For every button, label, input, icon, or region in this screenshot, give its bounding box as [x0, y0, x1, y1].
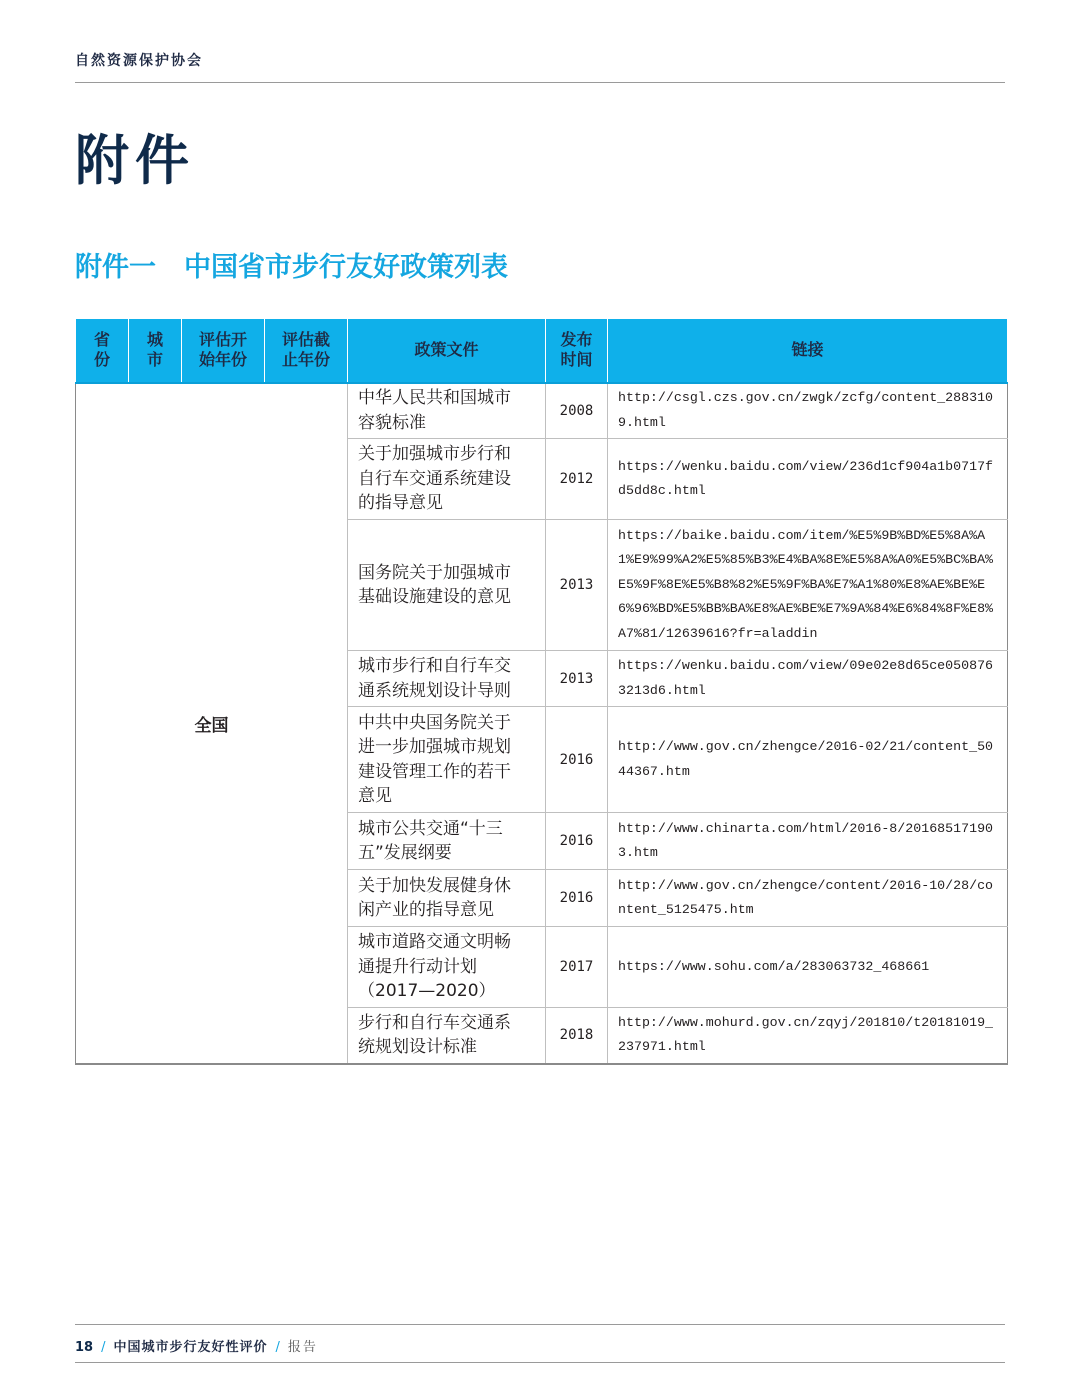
policy-link[interactable]: http://www.mohurd.gov.cn/zqyj/201810/t20181019_237971.html: [608, 1008, 1008, 1064]
release-year: 2012: [546, 439, 608, 520]
policy-link[interactable]: http://www.gov.cn/zhengce/2016-02/21/content_5044367.htm: [608, 707, 1008, 813]
header-province: 省 份: [76, 319, 129, 383]
policy-document: 国务院关于加强城市基础设施建设的意见: [348, 520, 546, 651]
table-row: [76, 383, 1008, 439]
policy-document: 城市公共交通“十三五”发展纲要: [348, 813, 546, 870]
policy-document: 关于加强城市步行和自行车交通系统建设的指导意见: [348, 439, 546, 520]
page-footer: [75, 1336, 318, 1355]
report-title: 中国城市步行友好性评价: [113, 1340, 268, 1355]
release-year: 2016: [546, 870, 608, 927]
policy-link[interactable]: http://www.chinarta.com/html/2016-8/201685171903.htm: [608, 813, 1008, 870]
page-number: 18: [75, 1340, 94, 1355]
header-link: 链接: [608, 319, 1008, 383]
header-start-year: 评估开 始年份: [182, 319, 265, 383]
report-kind: 报告: [287, 1340, 318, 1355]
header-end-year: 评估截 止年份: [265, 319, 348, 383]
header-release-time: 发布 时间: [546, 319, 608, 383]
footer-separator: /: [101, 1340, 106, 1355]
header-divider: [75, 82, 1005, 83]
policy-link[interactable]: https://baike.baidu.com/item/%E5%9B%BD%E5%8A%A1%E9%99%A2%E5%85%B3%E4%BA%8E%E5%8A%A0%E5%BC%BA%E5%9F%8E%E5%B8%82%E5%9F%BA%E7%A1%80%E8%AE%BE%E6%96%BD%E5%BB%BA%E8%AE%BE%E7%9A%84%E6%84%8F%E8%A7%81/12639616?fr=aladdin: [608, 520, 1008, 651]
policy-document: 关于加快发展健身休闲产业的指导意见: [348, 870, 546, 927]
policy-document: 城市步行和自行车交通系统规划设计导则: [348, 651, 546, 707]
release-year: 2018: [546, 1008, 608, 1064]
section-number: 附件一: [75, 252, 156, 283]
region-cell: 全国: [76, 383, 348, 1064]
header-city: 城 市: [129, 319, 182, 383]
policy-document: 城市道路交通文明畅通提升行动计划（2017—2020）: [348, 927, 546, 1008]
section-title: [75, 245, 508, 284]
release-year: 2016: [546, 813, 608, 870]
page-title: 附件: [75, 129, 195, 192]
footer-separator: /: [275, 1340, 280, 1355]
policy-document: 步行和自行车交通系统规划设计标准: [348, 1008, 546, 1064]
release-year: 2013: [546, 651, 608, 707]
policy-document: 中华人民共和国城市容貌标准: [348, 383, 546, 439]
organization-name: 自然资源保护协会: [75, 53, 203, 69]
header-document: 政策文件: [348, 319, 546, 383]
policy-table: [75, 318, 1008, 1065]
policy-link[interactable]: https://wenku.baidu.com/view/236d1cf904a1b0717fd5dd8c.html: [608, 439, 1008, 520]
table-header-row: [76, 319, 1008, 383]
release-year: 2016: [546, 707, 608, 813]
footer-divider-top: [75, 1324, 1005, 1325]
release-year: 2013: [546, 520, 608, 651]
footer-divider-bottom: [75, 1362, 1005, 1363]
section-name: 中国省市步行友好政策列表: [184, 252, 508, 283]
policy-document: 中共中央国务院关于进一步加强城市规划建设管理工作的若干意见: [348, 707, 546, 813]
policy-link[interactable]: https://www.sohu.com/a/283063732_468661: [608, 927, 1008, 1008]
release-year: 2017: [546, 927, 608, 1008]
release-year: 2008: [546, 383, 608, 439]
policy-link[interactable]: https://wenku.baidu.com/view/09e02e8d65ce0508763213d6.html: [608, 651, 1008, 707]
policy-link[interactable]: http://www.gov.cn/zhengce/content/2016-10/28/content_5125475.htm: [608, 870, 1008, 927]
policy-link[interactable]: http://csgl.czs.gov.cn/zwgk/zcfg/content_2883109.html: [608, 383, 1008, 439]
